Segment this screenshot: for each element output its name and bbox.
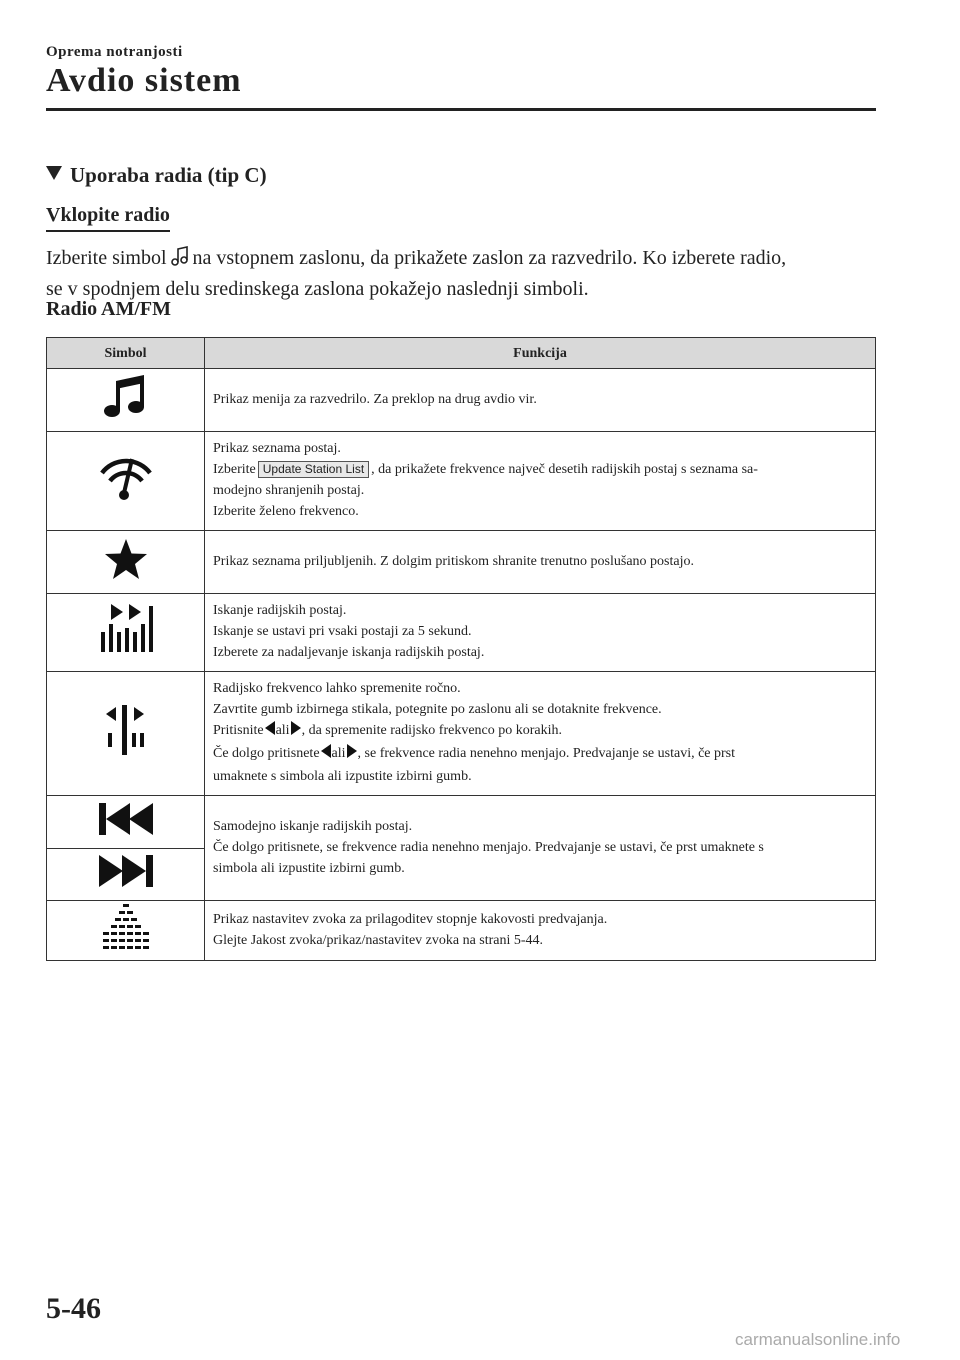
- chapter-title: Avdio sistem: [46, 62, 242, 99]
- station-list-icon: [96, 492, 156, 507]
- function-cell: Prikaz seznama postaj. Izberite Update Station List , da prikažete frekvence največ desetih radijskih postaj s seznama sa- modejno shranjenih postaj. Izberite želeno frekvenco.: [205, 432, 876, 531]
- page-number: 5-46: [46, 1292, 101, 1325]
- section-heading: Uporaba radia (tip C): [46, 163, 267, 188]
- table-row: [47, 672, 876, 796]
- symbol-cell: [47, 796, 205, 901]
- watermark: carmanualsonline.info: [735, 1330, 901, 1349]
- table-header-row: [47, 338, 876, 369]
- triangle-right-icon: [346, 743, 358, 766]
- manual-tune-icon: [102, 744, 150, 759]
- update-station-list-button: Update Station List: [258, 461, 369, 478]
- star-icon: [104, 569, 148, 584]
- function-cell: Iskanje radijskih postaj. Iskanje se ustavi pri vsaki postaji za 5 sekund. Izberete za nadaljevanje iskanja radijskih postaj.: [205, 594, 876, 672]
- triangle-left-icon: [264, 720, 276, 743]
- symbol-cell: [47, 901, 205, 961]
- table-row: [47, 901, 876, 961]
- symbol-cell: [47, 369, 205, 432]
- intro-paragraph: Izberite simbol na vstopnem zaslonu, da prikažete zaslon za razvedrilo. Ko izberete radio, se v spodnjem delu sredinskega zaslona pokažejo naslednji simboli.: [46, 247, 787, 300]
- symbol-cell: [47, 594, 205, 672]
- triangle-left-icon: [320, 743, 332, 766]
- music-note-icon: [171, 246, 189, 275]
- section-label: Oprema notranjosti: [46, 44, 183, 60]
- header-symbol: Simbol: [47, 338, 205, 369]
- music-note-icon: [101, 410, 151, 425]
- function-cell: Prikaz menija za razvedrilo. Za preklop na drug avdio vir.: [205, 369, 876, 432]
- function-cell: Radijsko frekvenco lahko spremenite ročno. Zavrtite gumb izbirnega stikala, potegnite po zaslonu ali se dotaknite frekvence. Pritisnite ali , da spremenite radijsko frekvenco po korakih. Če dolgo pritisnete ali , se frekvence radia nenehno menjajo. Predvajanje se ustavi, če prst umaknete s simbola ali izpustite izbirni gumb.: [205, 672, 876, 796]
- seek-forward-cell: [47, 848, 204, 900]
- symbol-cell: [47, 672, 205, 796]
- scan-icon: [95, 645, 157, 660]
- table-row: [47, 594, 876, 672]
- triangle-right-icon: [290, 720, 302, 743]
- title-rule: [46, 108, 876, 111]
- table-row: [47, 531, 876, 594]
- header-function: Funkcija: [205, 338, 876, 369]
- radio-label: Radio AM/FM: [46, 298, 171, 320]
- subheading: Vklopite radio: [46, 204, 170, 232]
- symbol-cell: [47, 432, 205, 531]
- function-cell: Prikaz nastavitev zvoka za prilagoditev stopnje kakovosti predvajanja. Glejte Jakost zvoka/prikaz/nastavitev zvoka na strani 5-44.: [205, 901, 876, 961]
- table-row: [47, 796, 876, 901]
- triangle-bullet-icon: [46, 166, 62, 180]
- table-row: [47, 432, 876, 531]
- table-row: [47, 369, 876, 432]
- function-cell: Samodejno iskanje radijskih postaj. Če dolgo pritisnete, se frekvence radia nenehno menjajo. Predvajanje se ustavi, če prst umaknete s simbola ali izpustite izbirni gumb.: [205, 796, 876, 901]
- function-cell: Prikaz seznama priljubljenih. Z dolgim pritiskom shranite trenutno poslušano postajo.: [205, 531, 876, 594]
- symbol-table: [46, 337, 876, 961]
- seek-back-icon: [97, 801, 155, 844]
- sound-settings-icon: [99, 941, 153, 956]
- seek-forward-icon: [97, 853, 155, 896]
- symbol-cell: [47, 531, 205, 594]
- seek-back-cell: [47, 796, 204, 849]
